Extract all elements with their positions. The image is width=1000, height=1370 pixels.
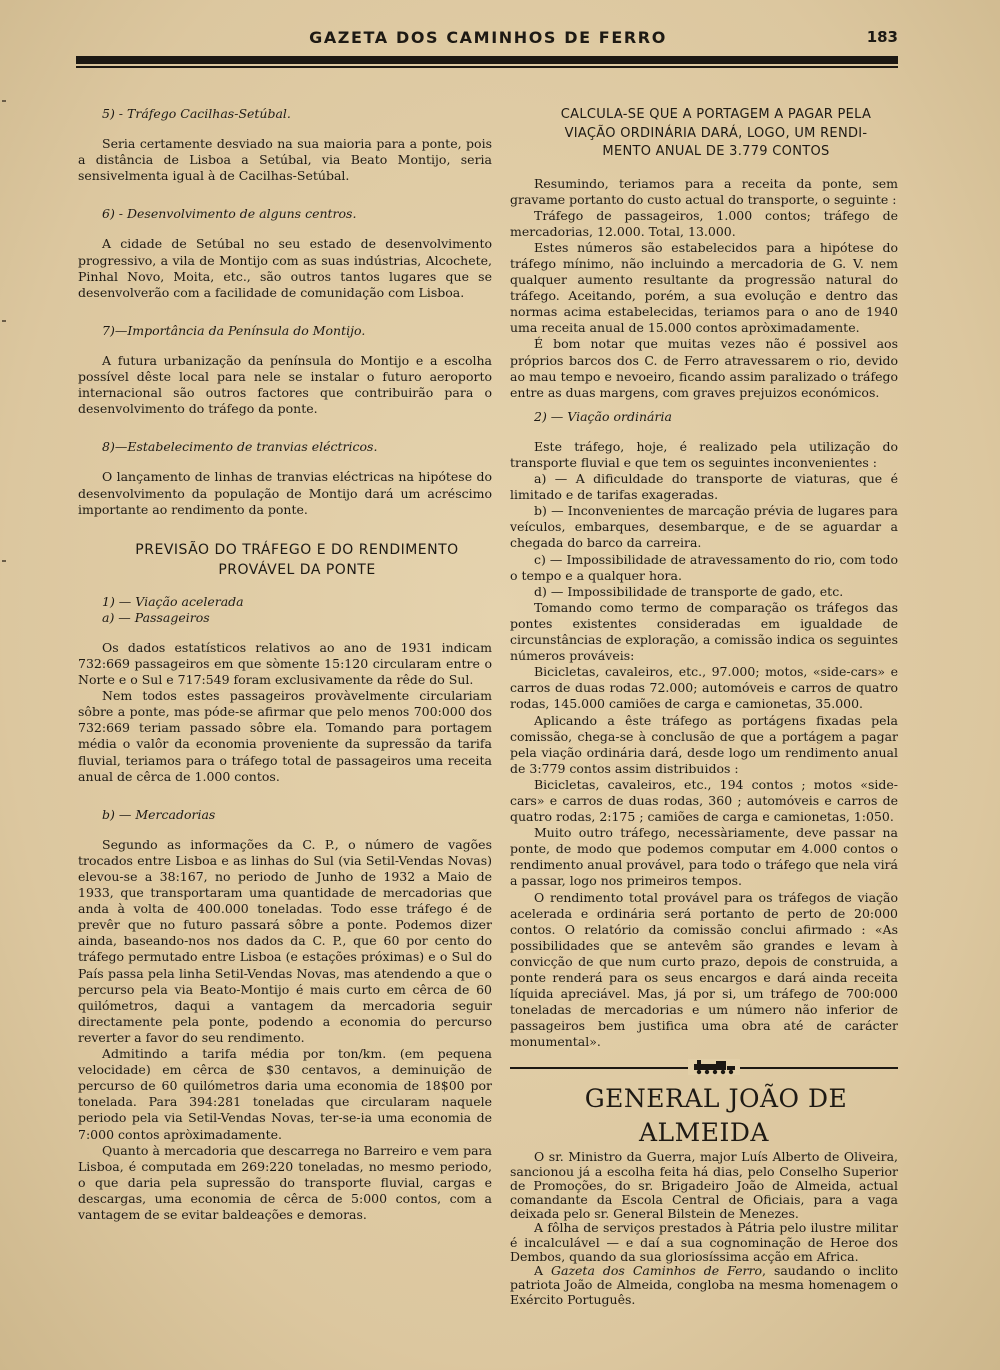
ordinary-item-a: a) — A dificuldade do transporte de viaturas, que é limitado e de tarifas exageradas. xyxy=(510,471,898,503)
ordinary-paragraph-6: Muito outro tráfego, necessàriamente, deve passar na ponte, de modo que podemos computar em 4.000 contos o rendimento anual provável, para todo o tráfego que nela virá a passar, logo nos primeiros tempos. xyxy=(510,825,898,889)
section-8-paragraph: O lançamento de linhas de tranvias eléctricas na hipótese do desenvolvimento da população de Montijo dará um acréscimo importante ao rendimento da ponte. xyxy=(78,469,492,517)
goods-paragraph-2: Admitindo a tarifa média por ton/km. (em pequena velocidade) em cêrca de $30 centavos, a deminuição de percurso de 60 quilómetros daria uma economia de 18$00 por tonelada. Para 394:281 toneladas que circularam naquele periodo pela via Setil-Vendas Novas, ter-se-ia uma economia de 7:000 contos apròximadamente. xyxy=(78,1046,492,1142)
passengers-paragraph-1: Os dados estatísticos relativos ao ano de 1931 indicam 732:669 passageiros em que sòmente 15:120 circularam entre o Norte e o Sul e 717:549 foram exclusivamente da rêde do Sul. xyxy=(78,639,492,688)
ordinary-paragraph-5: Bicicletas, cavaleiros, etc., 194 contos ; motos «side-cars» e carros de duas rodas, 360 ; automóveis e carros de quatro rodas, 2:175 ; camiões de carga e camionetas, 1:050. xyxy=(510,776,898,825)
ordinary-paragraph-3: Bicicletas, cavaleiros, etc., 97.000; motos, «side-cars» e carros de duas rodas 72.000; automóveis e carros de quatro rodas, 145.000 camiões de carga e camionetas, 35.000. xyxy=(510,664,898,712)
summary-paragraph-4: É bom notar que muitas vezes não é possivel aos próprios barcos dos C. de Ferro atravessarem o rio, devido ao mau tempo e nevoeiro, ficando assim paralizado o tráfego entre as duas margens, com graves prejuizos económicos. xyxy=(510,336,898,400)
toll-heading-line-1: CALCULA-SE QUE A PORTAGEM A PAGAR PELA xyxy=(560,107,872,122)
ordinary-paragraph-1: Este tráfego, hoje, é realizado pela utilização do transporte fluvial e que tem os seguintes inconvenientes : xyxy=(510,438,898,470)
ordinary-item-b: b) — Inconvenientes de marcação prévia de lugares para veículos, embarques, desembarque, e de se aguardar a chegada do barco da carreira. xyxy=(510,503,898,551)
section-5-title: 5) - Tráfego Cacilhas-Setúbal. xyxy=(102,106,291,121)
section-7-title: 7)—Importância da Península do Montijo. xyxy=(102,322,366,338)
goods-paragraph-3: Quanto à mercadoria que descarrega no Barreiro e vem para Lisboa, é computada em 269:220 toneladas, no mesmo periodo, o que daria pela supressão do transporte fluvial, cargas e descargas, uma economia de cêrca de 5:000 contos, com a vantagem de se evitar baldeações e demoras. xyxy=(78,1142,492,1222)
ordinary-paragraph-7: O rendimento total provável para os tráfegos de viação acelerada e ordinária será portanto de perto de 20:000 contos. O relatório da comissão conclui afirmado : «As possibilidades que se antevêm são grandes e levam à convicção de que num curto prazo, depois de construida, a ponte renderá para os seus encargos e dará ainda receita líquida apreciável. Mas, já por si, um tráfego de 700:000 toneladas de mercadorias e um número não inferior de passageiros bem justifica uma obra até de carácter monumental». xyxy=(510,889,898,1050)
article-paragraph-2: A fôlha de serviços prestados à Pátria pelo ilustre militar é incalculável — e daí a sua cognominação de Heroe dos Dembos, quando da sua gloriosíssima acção em Africa. xyxy=(510,1220,898,1264)
locomotive-ornament-icon xyxy=(688,1059,740,1075)
section-6-paragraph: A cidade de Setúbal no seu estado de desenvolvimento progressivo, a vila de Montijo com as suas indústrias, Alcochete, Pinhal Novo, Moita, etc., são outros tantos lugares que se desenvolverão com a facilidade de comunidação com Lisboa. xyxy=(78,236,492,300)
forecast-heading-line-1: PREVISÃO DO TRÁFEGO E DO RENDIMENTO xyxy=(135,541,459,558)
subsection-1-title: 1) — Viação acelerada xyxy=(102,593,244,609)
ordinary-item-c: c) — Impossibilidade de atravessamento do rio, com todo o tempo e a qualquer hora. xyxy=(510,551,898,583)
section-5-paragraph: Seria certamente desviado na sua maioria para a ponte, pois a distância de Lisboa a Setúbal, via Beato Montijo, seria sensivelmenta igual à de Cacilhas-Setúbal. xyxy=(78,136,492,184)
toll-heading-line-3: MENTO ANUAL DE 3.779 CONTOS xyxy=(602,144,830,159)
section-7-paragraph: A futura urbanização da península do Montijo e a escolha possível dêste local para nele se instalar o futuro aeroporto internacional são outros factores que contribuirão para o desenvolvimento do tráfego da ponte. xyxy=(78,352,492,417)
passengers-paragraph-2: Nem todos estes passageiros provàvelmente circulariam sôbre a ponte, mas póde-se afirmar que pelo menos 700:000 dos 732:669 teriam passado sôbre ela. Tomando para portagem média o valôr da economia proveniente da supressão da tarifa fluvial, teriamos para o tráfego total de passageiros uma receita anual de cêrca de 1.000 contos. xyxy=(78,688,492,784)
header-rule-thick xyxy=(76,56,898,64)
ordinary-item-d: d) — Impossibilidade de transporte de gado, etc. xyxy=(534,583,844,599)
page-number: 183 xyxy=(866,28,898,46)
section-6-title: 6) - Desenvolvimento de alguns centros. xyxy=(102,206,357,222)
section-divider xyxy=(510,1056,898,1078)
toll-heading-line-2: VIAÇÃO ORDINÁRIA DARÁ, LOGO, UM RENDI- xyxy=(564,125,868,141)
article-p3-publication: Gazeta dos Caminhos de Ferro xyxy=(551,1263,762,1279)
article-p3-suffix: , saudando o inclito patriota João de Almeida, congloba na mesma homenagem o Exército Português. xyxy=(510,1263,898,1307)
summary-paragraph-2: Tráfego de passageiros, 1.000 contos; tráfego de mercadorias, 12.000. Total, 13.000. xyxy=(510,207,898,239)
article-title: GENERAL JOÃO DE ALMEIDA xyxy=(584,1084,848,1148)
summary-paragraph-1: Resumindo, teriamos para a receita da ponte, sem gravame portanto do custo actual do transporte, o seguinte : xyxy=(510,175,898,207)
margin-mark xyxy=(2,320,6,322)
ordinary-paragraph-2: Tomando como termo de comparação os tráfegos das pontes existentes consideradas em igualdade de circunstâncias de exploração, a comissão indica os seguintes números prováveis: xyxy=(510,599,898,664)
subsection-2-title: 2) — Viação ordinária xyxy=(534,408,672,424)
publication-title: GAZETA DOS CAMINHOS DE FERRO xyxy=(309,28,667,47)
right-column xyxy=(510,106,898,1307)
summary-paragraph-3: Estes números são estabelecidos para a hipótese do tráfego mínimo, não incluindo a mercadoria de G. V. nem qualquer aumento resultante da progressão natural do tráfego. Aceitando, porém, a sua evolução e dentro das normas acima estabelecidas, teriamos para o ano de 1940 uma receita anual de 15.000 contos apròximadamente. xyxy=(510,239,898,336)
left-column xyxy=(78,106,492,1223)
article-paragraph-3 xyxy=(510,1264,898,1307)
goods-paragraph-1: Segundo as informações da C. P., o número de vagões trocados entre Lisboa e as linhas do Sul (via Setil-Vendas Novas) elevou-se a 38:167, no periodo de Junho de 1932 a Maio de 1933, que transportaram uma quantidade de mercadorias que anda à volta de 400.000 toneladas. Todo esse tráfego é de prevêr que no futuro passará sôbre a ponte. Podemos dizer ainda, baseando-nos nos dados da C. P., que 60 por cento do tráfego permutado entre Lisboa (e estações próximas) e o Sul do País passa pela linha Setil-Vendas Novas, mas atendendo a que o percurso pela via Beato-Montijo é mais curto em cêrca de 60 quilómetros, daqui a vantagem da mercadoria seguir directamente pela ponte, podendo a economia do percurso reverter a favor do seu rendimento. xyxy=(78,836,492,1045)
margin-mark xyxy=(2,100,6,102)
article-paragraph-1: O sr. Ministro da Guerra, major Luís Alberto de Oliveira, sancionou já a escolha feita há dias, pelo Conselho Superior de Promoções, do sr. Brigadeiro João de Almeida, actual comandante da Escola Central de Oficiais, para a vaga deixada pelo sr. General Bilstein de Menezes. xyxy=(510,1149,898,1222)
subsection-b-title: b) — Mercadorias xyxy=(102,806,216,822)
margin-mark xyxy=(2,560,6,562)
masthead xyxy=(78,26,898,50)
article-p3-prefix: A xyxy=(534,1263,552,1279)
header-rule-thin xyxy=(76,66,898,68)
forecast-heading-line-2: PROVÁVEL DA PONTE xyxy=(218,561,376,578)
section-8-title: 8)—Estabelecimento de tranvias eléctricos. xyxy=(102,439,378,455)
subsection-a-title: a) — Passageiros xyxy=(102,609,210,625)
ordinary-paragraph-4: Aplicando a êste tráfego as portágens fixadas pela comissão, chega-se à conclusão de que a portágem a pagar pela viação ordinária dará, desde logo um rendimento anual de 3:779 contos assim distribuidos : xyxy=(510,712,898,776)
